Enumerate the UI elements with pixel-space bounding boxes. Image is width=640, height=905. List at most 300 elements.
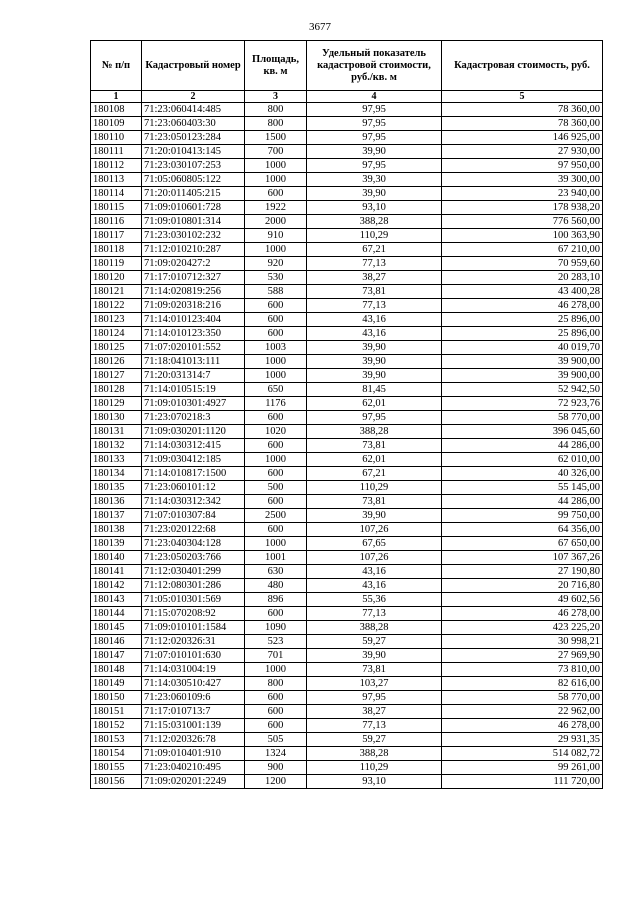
- area-cell: 600: [245, 313, 307, 327]
- column-number: 4: [307, 91, 442, 103]
- row-number-cell: 180136: [91, 495, 142, 509]
- row-number-cell: 180115: [91, 201, 142, 215]
- row-number-cell: 180119: [91, 257, 142, 271]
- cadastral-value-cell: 514 082,72: [442, 747, 603, 761]
- cadastral-value-cell: 30 998,21: [442, 635, 603, 649]
- table-row: [91, 705, 603, 719]
- table-row: [91, 635, 603, 649]
- cadastral-number-cell: 71:17:010712:327: [142, 271, 245, 285]
- table-row: [91, 355, 603, 369]
- cadastral-value-cell: 99 261,00: [442, 761, 603, 775]
- table-row: [91, 439, 603, 453]
- table-row: [91, 579, 603, 593]
- area-cell: 600: [245, 327, 307, 341]
- area-cell: 600: [245, 719, 307, 733]
- table-row: [91, 663, 603, 677]
- cadastral-number-cell: 71:14:010123:350: [142, 327, 245, 341]
- cadastral-value-cell: 396 045,60: [442, 425, 603, 439]
- unit-value-cell: 388,28: [307, 747, 442, 761]
- cadastral-value-cell: 67 650,00: [442, 537, 603, 551]
- cadastral-number-cell: 71:23:060109:6: [142, 691, 245, 705]
- row-number-cell: 180139: [91, 537, 142, 551]
- cadastral-number-cell: 71:12:020326:31: [142, 635, 245, 649]
- cadastral-number-cell: 71:09:010101:1584: [142, 621, 245, 635]
- unit-value-cell: 97,95: [307, 131, 442, 145]
- table-row: [91, 187, 603, 201]
- cadastral-value-cell: 39 900,00: [442, 355, 603, 369]
- table-row: [91, 383, 603, 397]
- cadastral-number-cell: 71:09:030412:185: [142, 453, 245, 467]
- cadastral-number-cell: 71:18:041013:111: [142, 355, 245, 369]
- row-number-cell: 180137: [91, 509, 142, 523]
- unit-value-cell: 110,29: [307, 761, 442, 775]
- unit-value-cell: 39,90: [307, 187, 442, 201]
- cadastral-value-cell: 27 190,80: [442, 565, 603, 579]
- cadastral-number-cell: 71:07:010101:630: [142, 649, 245, 663]
- cadastral-number-cell: 71:23:060403:30: [142, 117, 245, 131]
- unit-value-cell: 388,28: [307, 621, 442, 635]
- cadastral-value-cell: 99 750,00: [442, 509, 603, 523]
- area-cell: 896: [245, 593, 307, 607]
- table-row: [91, 131, 603, 145]
- cadastral-value-cell: 39 900,00: [442, 369, 603, 383]
- row-number-cell: 180141: [91, 565, 142, 579]
- cadastral-value-cell: 73 810,00: [442, 663, 603, 677]
- unit-value-cell: 388,28: [307, 215, 442, 229]
- header-row-number: № п/п: [91, 41, 142, 91]
- cadastral-value-cell: 67 210,00: [442, 243, 603, 257]
- area-cell: 600: [245, 187, 307, 201]
- area-cell: 2500: [245, 509, 307, 523]
- table-row: [91, 677, 603, 691]
- cadastral-number-cell: 71:20:031314:7: [142, 369, 245, 383]
- cadastral-number-cell: 71:14:010515:19: [142, 383, 245, 397]
- unit-value-cell: 43,16: [307, 313, 442, 327]
- area-cell: 600: [245, 411, 307, 425]
- row-number-cell: 180133: [91, 453, 142, 467]
- table-row: [91, 173, 603, 187]
- cadastral-number-cell: 71:23:050123:284: [142, 131, 245, 145]
- unit-value-cell: 77,13: [307, 257, 442, 271]
- area-cell: 1000: [245, 355, 307, 369]
- row-number-cell: 180140: [91, 551, 142, 565]
- cadastral-number-cell: 71:23:050203:766: [142, 551, 245, 565]
- row-number-cell: 180118: [91, 243, 142, 257]
- cadastral-value-cell: 82 616,00: [442, 677, 603, 691]
- unit-value-cell: 39,90: [307, 649, 442, 663]
- area-cell: 1000: [245, 537, 307, 551]
- table-row: [91, 747, 603, 761]
- column-number-row: [91, 91, 603, 103]
- area-cell: 1324: [245, 747, 307, 761]
- cadastral-value-cell: 52 942,50: [442, 383, 603, 397]
- row-number-cell: 180148: [91, 663, 142, 677]
- cadastral-number-cell: 71:09:020201:2249: [142, 775, 245, 789]
- table-row: [91, 719, 603, 733]
- unit-value-cell: 110,29: [307, 229, 442, 243]
- table-row: [91, 509, 603, 523]
- row-number-cell: 180145: [91, 621, 142, 635]
- row-number-cell: 180154: [91, 747, 142, 761]
- cadastral-number-cell: 71:05:010301:569: [142, 593, 245, 607]
- area-cell: 800: [245, 117, 307, 131]
- table-row: [91, 691, 603, 705]
- cadastral-value-cell: 70 959,60: [442, 257, 603, 271]
- cadastral-value-cell: 100 363,90: [442, 229, 603, 243]
- area-cell: 600: [245, 705, 307, 719]
- cadastral-value-cell: 40 326,00: [442, 467, 603, 481]
- unit-value-cell: 43,16: [307, 565, 442, 579]
- cadastral-number-cell: 71:09:030201:1120: [142, 425, 245, 439]
- cadastral-number-cell: 71:14:020819:256: [142, 285, 245, 299]
- area-cell: 530: [245, 271, 307, 285]
- header-unit-value: Удельный показатель кадастровой стоимости, руб./кв. м: [307, 41, 442, 91]
- table-row: [91, 775, 603, 789]
- column-number: 5: [442, 91, 603, 103]
- page-number: 3677: [309, 21, 331, 33]
- row-number-cell: 180147: [91, 649, 142, 663]
- table-row: [91, 551, 603, 565]
- row-number-cell: 180125: [91, 341, 142, 355]
- row-number-cell: 180126: [91, 355, 142, 369]
- table-row: [91, 341, 603, 355]
- row-number-cell: 180146: [91, 635, 142, 649]
- cadastral-value-cell: 423 225,20: [442, 621, 603, 635]
- area-cell: 701: [245, 649, 307, 663]
- unit-value-cell: 67,65: [307, 537, 442, 551]
- unit-value-cell: 43,16: [307, 579, 442, 593]
- cadastral-value-cell: 46 278,00: [442, 607, 603, 621]
- area-cell: 480: [245, 579, 307, 593]
- area-cell: 523: [245, 635, 307, 649]
- area-cell: 1003: [245, 341, 307, 355]
- cadastral-number-cell: 71:14:030312:342: [142, 495, 245, 509]
- table-row: [91, 733, 603, 747]
- unit-value-cell: 67,21: [307, 467, 442, 481]
- cadastral-number-cell: 71:23:060414:485: [142, 103, 245, 117]
- table-body: [91, 103, 603, 789]
- cadastral-value-cell: 58 770,00: [442, 691, 603, 705]
- area-cell: 600: [245, 299, 307, 313]
- cadastral-value-cell: 46 278,00: [442, 299, 603, 313]
- cadastral-value-cell: 23 940,00: [442, 187, 603, 201]
- cadastral-number-cell: 71:23:040304:128: [142, 537, 245, 551]
- area-cell: 505: [245, 733, 307, 747]
- cadastral-number-cell: 71:09:010801:314: [142, 215, 245, 229]
- unit-value-cell: 62,01: [307, 453, 442, 467]
- row-number-cell: 180113: [91, 173, 142, 187]
- unit-value-cell: 77,13: [307, 299, 442, 313]
- row-number-cell: 180108: [91, 103, 142, 117]
- table-row: [91, 481, 603, 495]
- unit-value-cell: 39,90: [307, 509, 442, 523]
- row-number-cell: 180120: [91, 271, 142, 285]
- unit-value-cell: 77,13: [307, 607, 442, 621]
- table-row: [91, 425, 603, 439]
- table-header-row: [91, 41, 603, 91]
- area-cell: 600: [245, 607, 307, 621]
- row-number-cell: 180150: [91, 691, 142, 705]
- cadastral-number-cell: 71:14:010123:404: [142, 313, 245, 327]
- cadastral-number-cell: 71:17:010713:7: [142, 705, 245, 719]
- row-number-cell: 180138: [91, 523, 142, 537]
- table-row: [91, 565, 603, 579]
- area-cell: 900: [245, 761, 307, 775]
- table-row: [91, 593, 603, 607]
- cadastral-value-cell: 20 283,10: [442, 271, 603, 285]
- area-cell: 600: [245, 439, 307, 453]
- table-row: [91, 271, 603, 285]
- area-cell: 1000: [245, 173, 307, 187]
- row-number-cell: 180142: [91, 579, 142, 593]
- unit-value-cell: 81,45: [307, 383, 442, 397]
- table-row: [91, 285, 603, 299]
- cadastral-number-cell: 71:23:030102:232: [142, 229, 245, 243]
- cadastral-value-cell: 44 286,00: [442, 439, 603, 453]
- cadastral-number-cell: 71:23:060101:12: [142, 481, 245, 495]
- unit-value-cell: 110,29: [307, 481, 442, 495]
- area-cell: 1922: [245, 201, 307, 215]
- cadastral-value-cell: 178 938,20: [442, 201, 603, 215]
- table-row: [91, 649, 603, 663]
- cadastral-number-cell: 71:23:030107:253: [142, 159, 245, 173]
- area-cell: 1000: [245, 243, 307, 257]
- unit-value-cell: 73,81: [307, 495, 442, 509]
- cadastral-number-cell: 71:20:011405:215: [142, 187, 245, 201]
- unit-value-cell: 73,81: [307, 439, 442, 453]
- cadastral-number-cell: 71:09:010601:728: [142, 201, 245, 215]
- table-row: [91, 523, 603, 537]
- cadastral-value-cell: 22 962,00: [442, 705, 603, 719]
- table-row: [91, 397, 603, 411]
- table-row: [91, 495, 603, 509]
- area-cell: 700: [245, 145, 307, 159]
- row-number-cell: 180135: [91, 481, 142, 495]
- row-number-cell: 180128: [91, 383, 142, 397]
- table-row: [91, 467, 603, 481]
- table-row: [91, 117, 603, 131]
- row-number-cell: 180144: [91, 607, 142, 621]
- cadastral-number-cell: 71:09:020427:2: [142, 257, 245, 271]
- cadastral-value-cell: 146 925,00: [442, 131, 603, 145]
- table-row: [91, 453, 603, 467]
- row-number-cell: 180143: [91, 593, 142, 607]
- cadastral-value-cell: 27 930,00: [442, 145, 603, 159]
- area-cell: 650: [245, 383, 307, 397]
- unit-value-cell: 73,81: [307, 285, 442, 299]
- cadastral-value-cell: 40 019,70: [442, 341, 603, 355]
- area-cell: 588: [245, 285, 307, 299]
- row-number-cell: 180155: [91, 761, 142, 775]
- area-cell: 600: [245, 523, 307, 537]
- column-number: 2: [142, 91, 245, 103]
- cadastral-number-cell: 71:14:010817:1500: [142, 467, 245, 481]
- area-cell: 1500: [245, 131, 307, 145]
- unit-value-cell: 93,10: [307, 775, 442, 789]
- area-cell: 600: [245, 691, 307, 705]
- column-number: 1: [91, 91, 142, 103]
- table-row: [91, 761, 603, 775]
- cadastral-value-table: [90, 40, 603, 789]
- cadastral-number-cell: 71:14:030510:427: [142, 677, 245, 691]
- cadastral-value-cell: 25 896,00: [442, 327, 603, 341]
- unit-value-cell: 73,81: [307, 663, 442, 677]
- row-number-cell: 180132: [91, 439, 142, 453]
- unit-value-cell: 97,95: [307, 117, 442, 131]
- header-cadastral-value: Кадастровая стоимость, руб.: [442, 41, 603, 91]
- area-cell: 1020: [245, 425, 307, 439]
- cadastral-value-cell: 111 720,00: [442, 775, 603, 789]
- unit-value-cell: 39,90: [307, 145, 442, 159]
- unit-value-cell: 107,26: [307, 523, 442, 537]
- table-row: [91, 621, 603, 635]
- cadastral-number-cell: 71:23:070218:3: [142, 411, 245, 425]
- area-cell: 600: [245, 467, 307, 481]
- table-row: [91, 257, 603, 271]
- unit-value-cell: 97,95: [307, 691, 442, 705]
- cadastral-value-cell: 49 602,56: [442, 593, 603, 607]
- unit-value-cell: 55,36: [307, 593, 442, 607]
- unit-value-cell: 67,21: [307, 243, 442, 257]
- unit-value-cell: 38,27: [307, 271, 442, 285]
- area-cell: 630: [245, 565, 307, 579]
- table-row: [91, 299, 603, 313]
- unit-value-cell: 97,95: [307, 159, 442, 173]
- area-cell: 1001: [245, 551, 307, 565]
- area-cell: 920: [245, 257, 307, 271]
- table-row: [91, 327, 603, 341]
- table-row: [91, 201, 603, 215]
- cadastral-value-cell: 27 969,90: [442, 649, 603, 663]
- area-cell: 1090: [245, 621, 307, 635]
- cadastral-value-cell: 44 286,00: [442, 495, 603, 509]
- row-number-cell: 180130: [91, 411, 142, 425]
- area-cell: 910: [245, 229, 307, 243]
- unit-value-cell: 39,90: [307, 369, 442, 383]
- area-cell: 1176: [245, 397, 307, 411]
- cadastral-value-cell: 25 896,00: [442, 313, 603, 327]
- row-number-cell: 180131: [91, 425, 142, 439]
- row-number-cell: 180152: [91, 719, 142, 733]
- row-number-cell: 180149: [91, 677, 142, 691]
- area-cell: 1000: [245, 159, 307, 173]
- cadastral-value-cell: 20 716,80: [442, 579, 603, 593]
- cadastral-value-cell: 29 931,35: [442, 733, 603, 747]
- cadastral-number-cell: 71:12:010210:287: [142, 243, 245, 257]
- table-row: [91, 369, 603, 383]
- row-number-cell: 180117: [91, 229, 142, 243]
- header-cadastral-number: Кадастровый номер: [142, 41, 245, 91]
- table-row: [91, 607, 603, 621]
- unit-value-cell: 62,01: [307, 397, 442, 411]
- cadastral-value-cell: 58 770,00: [442, 411, 603, 425]
- row-number-cell: 180156: [91, 775, 142, 789]
- unit-value-cell: 103,27: [307, 677, 442, 691]
- unit-value-cell: 59,27: [307, 733, 442, 747]
- unit-value-cell: 39,30: [307, 173, 442, 187]
- cadastral-value-cell: 46 278,00: [442, 719, 603, 733]
- table-row: [91, 411, 603, 425]
- row-number-cell: 180134: [91, 467, 142, 481]
- cadastral-number-cell: 71:12:030401:299: [142, 565, 245, 579]
- row-number-cell: 180124: [91, 327, 142, 341]
- cadastral-number-cell: 71:12:020326:78: [142, 733, 245, 747]
- row-number-cell: 180153: [91, 733, 142, 747]
- row-number-cell: 180129: [91, 397, 142, 411]
- unit-value-cell: 38,27: [307, 705, 442, 719]
- cadastral-number-cell: 71:23:020122:68: [142, 523, 245, 537]
- cadastral-number-cell: 71:07:020101:552: [142, 341, 245, 355]
- unit-value-cell: 97,95: [307, 103, 442, 117]
- table-row: [91, 313, 603, 327]
- row-number-cell: 180116: [91, 215, 142, 229]
- cadastral-value-cell: 107 367,26: [442, 551, 603, 565]
- cadastral-value-cell: 62 010,00: [442, 453, 603, 467]
- row-number-cell: 180114: [91, 187, 142, 201]
- cadastral-value-cell: 78 360,00: [442, 117, 603, 131]
- unit-value-cell: 93,10: [307, 201, 442, 215]
- unit-value-cell: 107,26: [307, 551, 442, 565]
- row-number-cell: 180109: [91, 117, 142, 131]
- row-number-cell: 180151: [91, 705, 142, 719]
- area-cell: 1000: [245, 663, 307, 677]
- cadastral-value-cell: 55 145,00: [442, 481, 603, 495]
- cadastral-number-cell: 71:09:020318:216: [142, 299, 245, 313]
- cadastral-number-cell: 71:07:010307:84: [142, 509, 245, 523]
- row-number-cell: 180123: [91, 313, 142, 327]
- area-cell: 800: [245, 103, 307, 117]
- cadastral-number-cell: 71:14:031004:19: [142, 663, 245, 677]
- table-row: [91, 243, 603, 257]
- area-cell: 1000: [245, 453, 307, 467]
- cadastral-value-cell: 64 356,00: [442, 523, 603, 537]
- row-number-cell: 180112: [91, 159, 142, 173]
- unit-value-cell: 388,28: [307, 425, 442, 439]
- row-number-cell: 180110: [91, 131, 142, 145]
- cadastral-value-cell: 97 950,00: [442, 159, 603, 173]
- cadastral-value-cell: 39 300,00: [442, 173, 603, 187]
- cadastral-value-cell: 78 360,00: [442, 103, 603, 117]
- unit-value-cell: 39,90: [307, 355, 442, 369]
- area-cell: 1000: [245, 369, 307, 383]
- cadastral-number-cell: 71:20:010413:145: [142, 145, 245, 159]
- area-cell: 2000: [245, 215, 307, 229]
- table-row: [91, 145, 603, 159]
- cadastral-value-cell: 43 400,28: [442, 285, 603, 299]
- cadastral-value-cell: 72 923,76: [442, 397, 603, 411]
- area-cell: 600: [245, 495, 307, 509]
- cadastral-number-cell: 71:09:010401:910: [142, 747, 245, 761]
- cadastral-value-cell: 776 560,00: [442, 215, 603, 229]
- cadastral-number-cell: 71:14:030312:415: [142, 439, 245, 453]
- table-row: [91, 537, 603, 551]
- table-row: [91, 229, 603, 243]
- column-number: 3: [245, 91, 307, 103]
- cadastral-number-cell: 71:12:080301:286: [142, 579, 245, 593]
- row-number-cell: 180111: [91, 145, 142, 159]
- table-row: [91, 159, 603, 173]
- cadastral-number-cell: 71:05:060805:122: [142, 173, 245, 187]
- row-number-cell: 180121: [91, 285, 142, 299]
- unit-value-cell: 43,16: [307, 327, 442, 341]
- unit-value-cell: 59,27: [307, 635, 442, 649]
- area-cell: 500: [245, 481, 307, 495]
- unit-value-cell: 97,95: [307, 411, 442, 425]
- row-number-cell: 180127: [91, 369, 142, 383]
- header-area: Площадь, кв. м: [245, 41, 307, 91]
- area-cell: 800: [245, 677, 307, 691]
- area-cell: 1200: [245, 775, 307, 789]
